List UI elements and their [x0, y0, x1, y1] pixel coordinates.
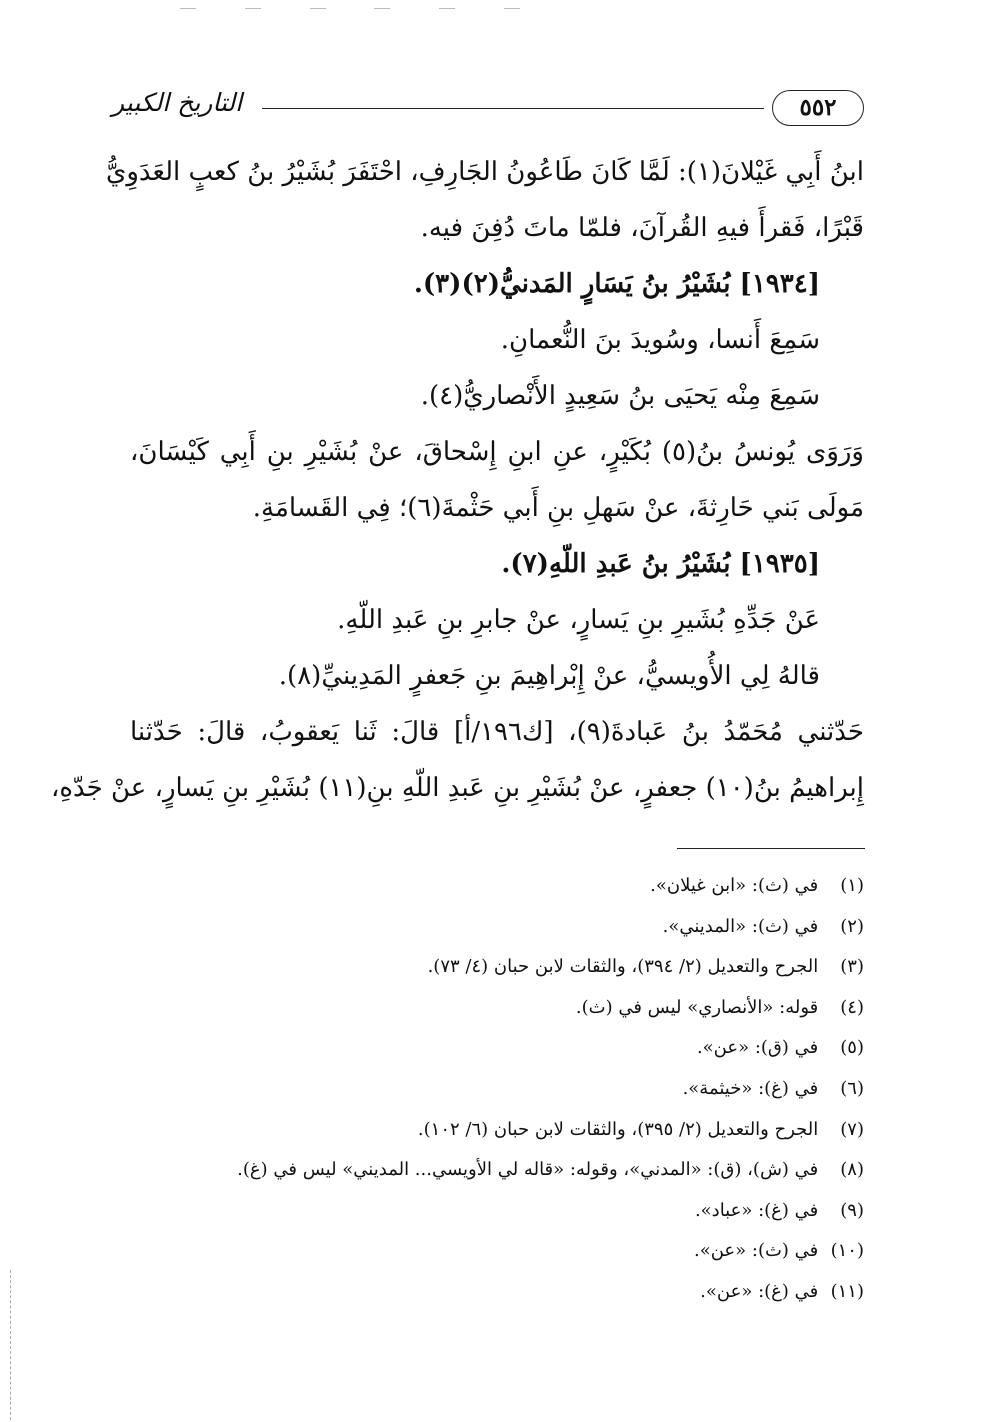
footnote-number: (٥)	[840, 1037, 864, 1059]
page-number: ٥٥٢	[772, 90, 864, 126]
footnote	[150, 1272, 864, 1313]
footnote	[150, 866, 864, 907]
footnote-text: الجرح والتعديل (٢/ ٣٩٤)، والثقات لابن حبان (٤/ ٧٣).	[427, 956, 819, 978]
text-line: قالهُ لِي الأُويسيُّ، عنْ إِبْراهِيمَ بنِ جَعفرٍ المَدِينيِّ(٨).	[278, 661, 820, 691]
page-header	[112, 86, 864, 136]
footnotes	[150, 866, 864, 1313]
text-line: عَنْ جَدِّهِ بُشَيرِ بنِ يَسارٍ، عنْ جابرِ بنِ عَبدِ اللّهِ.	[337, 605, 820, 635]
footnote	[150, 947, 864, 988]
entry-heading-1935: [١٩٣٥] بُشَيْرُ بنُ عَبدِ اللّهِ(٧).	[501, 549, 820, 579]
footnote-number: (١)	[840, 875, 864, 896]
footnote	[150, 1028, 864, 1069]
footnote-text: قوله: «الأنصاري» ليس في (ث).	[575, 996, 819, 1018]
text-line: سَمِعَ مِنْه يَحيَى بنُ سَعِيدٍ الأَنْصاريُّ(٤).	[420, 381, 820, 411]
footnote-number: (١١)	[830, 1280, 864, 1302]
footnote	[150, 907, 864, 948]
footnote	[150, 1231, 864, 1272]
entry-heading-1934: [١٩٣٤] بُشَيْرُ بنُ يَسَارٍ المَدنيُّ(٢)(٣).	[413, 269, 820, 299]
text-line: سَمِعَ أَنسا، وسُويدَ بنَ النُّعمانِ.	[500, 325, 820, 355]
footnote-text: في (ث): «المديني».	[662, 915, 819, 937]
footnote-number: (٣)	[840, 956, 864, 978]
footnote-text: الجرح والتعديل (٢/ ٣٩٥)، والثقات لابن حبان (٦/ ١٠٢).	[417, 1118, 819, 1140]
footnote	[150, 1150, 864, 1191]
footnote-number: (١٠)	[830, 1240, 864, 1262]
text-line: إِبراهيمُ بنُ(١٠) جعفرٍ، عنْ بُشَيْرِ بنِ عَبدِ اللّهِ بنِ(١١) بُشَيْرِ بنِ يَسارٍ، عنْ جَدّهِ،	[51, 773, 864, 803]
footnote	[150, 1191, 864, 1232]
footnote-number: (٨)	[840, 1159, 864, 1181]
book-title: التاريخ الكبير	[112, 88, 243, 117]
footnote-text: في (ش)، (ق): «المدني»، وقوله: «قاله لي الأويسي... المديني» ليس في (غ).	[237, 1159, 819, 1181]
footnote	[150, 1069, 864, 1110]
footnote-number: (٤)	[840, 996, 864, 1018]
footnote-number: (٦)	[840, 1077, 864, 1099]
scan-side-marks	[10, 1270, 13, 1420]
footnote-number: (٧)	[840, 1118, 864, 1140]
footnote-text: في (ث): «ابن غيلان».	[650, 875, 819, 896]
footnote-text: في (غ): «عن».	[700, 1280, 819, 1302]
scan-top-marks	[180, 2, 520, 14]
footnote	[150, 988, 864, 1029]
footnote-text: في (ق): «عن».	[696, 1037, 819, 1059]
text-line: قَبْرًا، فَقرأَ فيهِ القُرآنَ، فلمّا ماتَ دُفِنَ فيه.	[420, 213, 864, 243]
footnote-number: (٢)	[840, 915, 864, 937]
footnote-separator	[677, 848, 865, 849]
header-rule	[262, 108, 764, 109]
footnote-text: في (غ): «عباد».	[694, 1199, 819, 1221]
footnote-number: (٩)	[840, 1199, 864, 1221]
footnote-text: في (ث): «عن».	[693, 1240, 819, 1262]
text-line: وَرَوَى يُونسُ بنُ(٥) بُكَيْرٍ، عنِ ابنِ إِسْحاقَ، عنْ بُشَيْرِ بنِ أَبِي كَيْسَانَ،	[130, 437, 864, 467]
text-line: مَولَى بَني حَارِثةَ، عنْ سَهلِ بنِ أَبي حَثْمةَ(٦)؛ فِي القَسامَةِ.	[252, 493, 864, 523]
footnote-text: في (غ): «خيثمة».	[682, 1077, 819, 1099]
text-line: حَدّثني مُحَمّدُ بنُ عَبادةَ(٩)، [ك١٩٦/أ] قالَ: ثَنا يَعقوبُ، قالَ: حَدّثنا	[130, 717, 865, 747]
text-line: ابنُ أَبِي غَيْلانَ(١): لَمَّا كَانَ طَاعُونُ الجَارِفِ، احْتَفَرَ بُشَيْرُ بنُ كعبٍ العَدَوِيُّ	[105, 157, 864, 187]
footnote	[150, 1110, 864, 1151]
main-text	[51, 144, 865, 816]
